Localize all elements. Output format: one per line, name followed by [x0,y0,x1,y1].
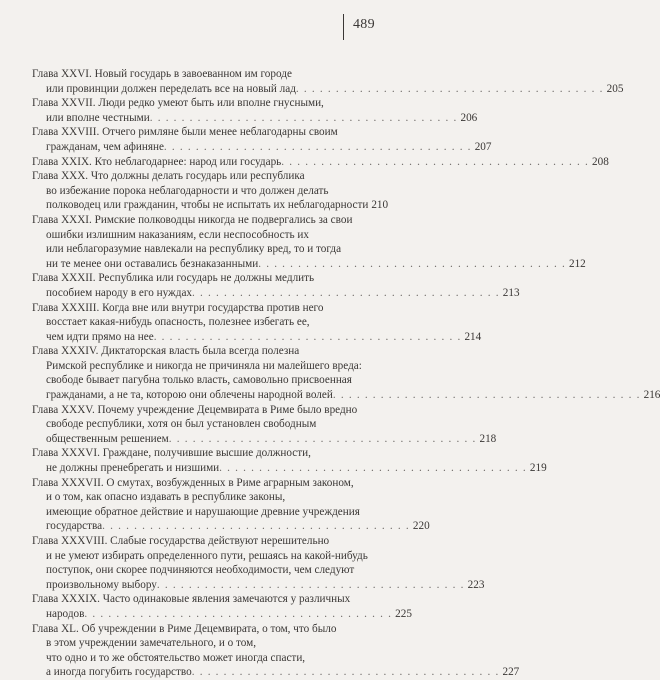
toc-page-number: 206 [460,111,478,124]
toc-entry [32,213,586,271]
toc-entry-last-line [32,432,497,447]
toc-entry [32,592,412,621]
toc-entry-line: Глава XXXV. Почему учреждение Децемвирата в Риме было вредно [32,403,358,416]
toc-entry-line: или провинции должен переделать все на новый лад [46,82,296,95]
toc-entry-last-line [32,330,482,345]
toc-entry-line: а иногда погубить государство [46,666,192,679]
toc-page-number: 208 [592,155,609,168]
dot-leader [192,665,500,680]
header-rule [343,14,344,40]
toc-page-number: 207 [474,140,492,153]
toc-entry-line: гражданами, а не та, которою они облечены народной волей [46,389,333,402]
dot-leader [258,257,566,272]
toc-entry [32,155,609,170]
toc-page-number: 212 [568,257,586,270]
toc-entry [32,622,520,680]
toc-entry-line: во избежание порока неблагодарности и что должен делать [46,184,329,197]
table-of-contents [32,67,660,680]
toc-entry-line: полководец или гражданин, чтобы не испытать их неблагодарности [46,199,369,212]
toc-entry-line: Глава XXXIX. Часто одинаковые явления замечаются у различных [32,593,351,606]
dot-leader [102,519,410,534]
toc-entry [32,67,624,96]
toc-entry-line: Глава XXVII. Люди редко умеют быть или вполне гнусными, [32,97,324,110]
toc-entry-line: свободе бывает пагубна только власть, самовольно присвоенная [46,374,352,387]
toc-page-number: 223 [467,578,485,591]
toc-entry-line: или вполне честными [46,111,150,124]
toc-entry-line: Глава XXXIV. Диктаторская власть была всегда полезна [32,345,300,358]
toc-entry-line: Глава XXVIII. Отчего римляне были менее неблагодарны своим [32,126,338,139]
toc-page-number: 205 [606,82,624,95]
dot-leader [157,578,465,593]
toc-entry [32,344,660,402]
toc-entry-line: государства [46,520,103,533]
toc-page-number: 219 [529,462,547,475]
dot-leader [192,286,500,301]
toc-entry [32,125,492,154]
toc-entry-line: гражданам, чем афиняне [46,140,164,153]
toc-entry-last-line [32,198,389,213]
toc-entry-line: ни те менее они оставались безнаказанными [46,257,259,270]
toc-entry-line: Глава XL. Об учреждении в Риме Децемвирата, о том, что было [32,622,337,635]
toc-entry [32,446,547,475]
page-number: 489 [353,17,375,32]
dot-leader [219,461,527,476]
toc-entry [32,271,520,300]
toc-entry-line: имеющие обратное действие и нарушающие древние учреждения [46,505,360,518]
dot-leader [154,330,462,345]
toc-page-number: 227 [502,666,520,679]
toc-entry-last-line [32,155,609,170]
toc-entry-line: Глава XXXVII. О смутах, возбужденных в Риме аграрным законом, [32,476,354,489]
toc-entry-line: поступок, они скорее подчиняются необходимости, чем следуют [46,564,355,577]
toc-entry [32,534,485,592]
toc-entry-last-line [32,519,430,534]
toc-entry-last-line [32,665,520,680]
toc-entry [32,169,389,213]
toc-page-number: 216 [643,389,660,402]
toc-entry-line: ошибки излишним наказаниям, если неспособность их [46,228,309,241]
toc-entry-line: в этом учреждении замечательного, и о том, [46,637,257,650]
toc-entry-last-line [32,140,492,155]
toc-entry-line: Римской республике и никогда не причиняла ни малейшего вреда: [46,359,362,372]
toc-entry-last-line [32,388,660,403]
toc-entry-line: Глава XXXI. Римские полководцы никогда не подвергались за свои [32,213,353,226]
toc-entry [32,403,497,447]
toc-entry-line: не должны пренебрегать и низшими [46,462,220,475]
toc-entry-line: пособием народу в его нуждах [46,286,192,299]
toc-entry-line: Глава XXVI. Новый государь в завоеванном им городе [32,68,292,80]
toc-entry-last-line [32,111,478,126]
toc-entry-line: произвольному выбору [46,578,157,591]
toc-entry-line: чем идти прямо на нее [46,330,154,343]
toc-entry-line: Глава XXXVIII. Слабые государства действуют нерешительно [32,535,330,547]
toc-entry-last-line [32,257,586,272]
dot-leader [164,140,472,155]
dot-leader [84,607,392,622]
toc-entry-last-line [32,286,520,301]
toc-entry-line: Глава XXXII. Республика или государь не должны медлить [32,272,315,285]
dot-leader [333,388,641,403]
toc-page-number: 210 [371,199,389,212]
toc-entry-line: восстает какая-нибудь опасность, полезнее избегать ее, [46,316,310,329]
toc-page-number: 220 [412,520,430,533]
toc-entry-line: Глава XXX. Что должны делать государь или республика [32,170,305,183]
toc-entry-line: и не умеют избирать определенного пути, решаясь на какой-нибудь [46,549,368,562]
dot-leader [296,82,604,97]
toc-page-number: 213 [502,286,520,299]
toc-entry-line: общественным решением [46,432,169,445]
toc-entry-line: народов [46,607,85,620]
toc-entry-line: Глава XXIX. Кто неблагодарнее: народ или государь [32,155,282,168]
toc-entry-line: Глава XXXIII. Когда вне или внутри государства против него [32,301,324,314]
toc-entry-last-line [32,607,412,622]
toc-entry-line: что одно и то же обстоятельство может иногда спасти, [46,651,306,664]
toc-entry-last-line [32,578,485,593]
toc-page-number: 218 [479,432,497,445]
toc-entry-line: Глава XXXVI. Граждане, получившие высшие должности, [32,447,311,460]
toc-entry [32,96,478,125]
toc-entry-last-line [32,461,547,476]
toc-entry-line: и о том, как опасно издавать в республике законы, [46,491,286,504]
toc-entry [32,301,482,345]
toc-entry-line: свободе республики, хотя он был установлен свободным [46,418,317,431]
toc-entry-line: или неблагоразумие навлекали на республику вред, то и тогда [46,243,342,256]
toc-page-number: 225 [395,607,412,620]
toc-entry-last-line [32,82,624,97]
dot-leader [150,111,458,126]
dot-leader [281,155,589,170]
toc-page-number: 214 [464,330,482,343]
toc-entry [32,476,430,534]
dot-leader [169,432,477,447]
